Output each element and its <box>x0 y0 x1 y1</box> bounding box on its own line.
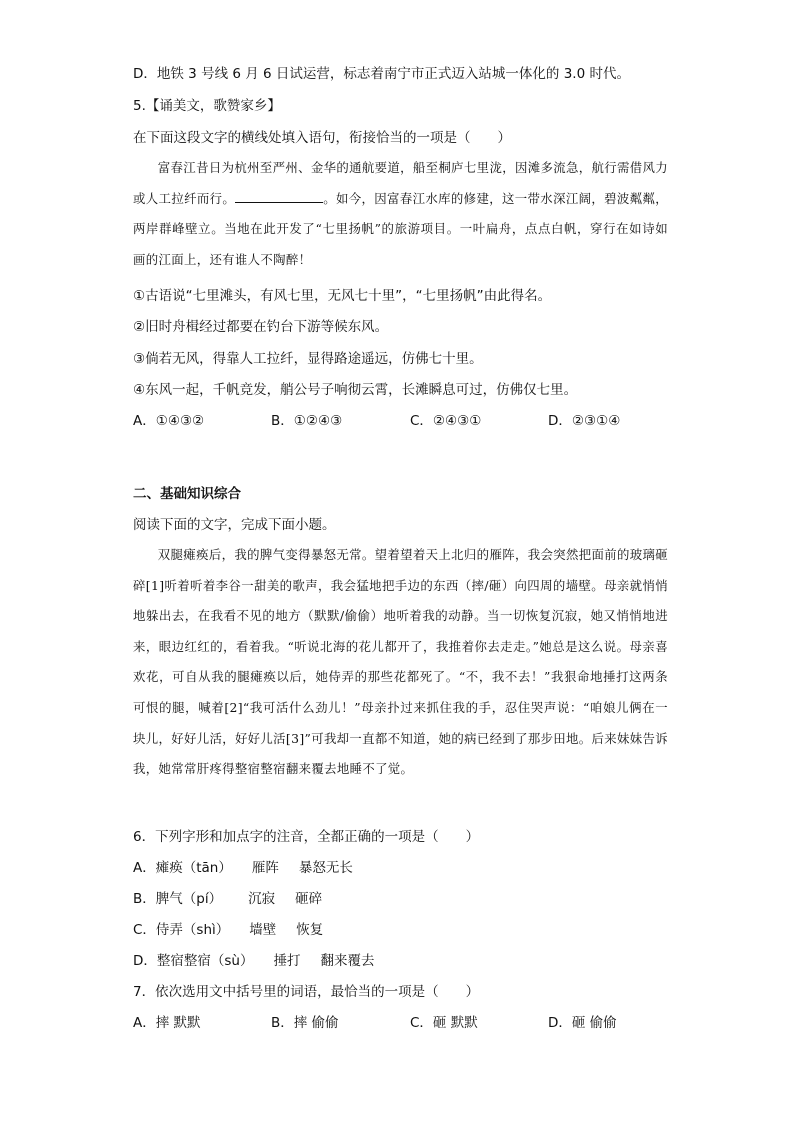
q6-c-word3: 恢复 <box>296 922 324 938</box>
section-heading: 二、基础知识综合 <box>133 486 241 502</box>
q7-stem: 7．依次选用文中括号里的词语，最恰当的一项是（ ） <box>133 984 480 1000</box>
q5-option-a[interactable]: A．①④③② <box>133 413 205 429</box>
q6-option-b[interactable] <box>133 889 322 909</box>
reading-passage-text: 双腿瘫痪后，我的脾气变得暴怒无常。望着望着天上北归的雁阵，我会突然把面前的玻璃砸碎[1]听着听着李谷一甜美的歌声，我会猛地把手边的东西（摔/砸）向四周的墙壁。母亲就悄悄地躲出去，在我看不见的地方（默默/偷偷）地听着我的动静。当一切恢复沉寂，她又悄悄地进来，眼边红红的，看着我。“听说北海的花儿都开了，我推着你去走走。”她总是这么说。母亲喜欢花，可自从我的腿瘫痪以后，她侍弄的那些花都死了。“不，我不去！”我狠命地捶打这两条可恨的腿，喊着[2]“我可活什么劲儿！”母亲扑过来抓住我的手，忍住哭声说：“咱娘儿俩在一块儿，好好儿活，好好儿活[3]”可我却一直都不知道，她的病已经到了那步田地。后来妹妹告诉我，她常常肝疼得整宿整宿翻来覆去地睡不了觉。 <box>133 547 668 777</box>
q6-b-word2: 沉寂 <box>248 891 276 907</box>
section-instruction: 阅读下面的文字，完成下面小题。 <box>133 517 336 533</box>
q5-sentence-2: ②旧时舟楫经过都要在钓台下游等候东风。 <box>133 319 389 335</box>
q6-a-word2: 雁阵 <box>251 860 279 876</box>
q7-options <box>133 1013 693 1033</box>
q6-a-term: A．瘫痪（tān） <box>133 860 232 876</box>
q5-title: 5.【诵美文，歌赞家乡】 <box>133 98 281 114</box>
q4-option-d: D．地铁 3 号线 6 月 6 日试运营，标志着南宁市正式迈入站城一体化的 3.0 时代。 <box>133 66 630 82</box>
q5-option-b[interactable]: B．①②④③ <box>271 413 343 429</box>
answer-blank[interactable] <box>235 188 323 203</box>
q5-sentence-4: ④东风一起，千帆竞发，艄公号子响彻云霄，长滩瞬息可过，仿佛仅七里。 <box>133 382 578 398</box>
q6-stem: 6．下列字形和加点字的注音，全都正确的一项是（ ） <box>133 829 480 845</box>
q6-option-c[interactable] <box>133 920 323 940</box>
q6-d-word3: 翻来覆去 <box>320 953 375 969</box>
q6-a-word3: 暴怒无长 <box>298 860 353 876</box>
q7-option-d[interactable]: D．砸 偷偷 <box>548 1015 617 1031</box>
q6-b-word3: 砸碎 <box>295 891 323 907</box>
q5-option-c[interactable]: C．②④③① <box>410 413 482 429</box>
q7-option-b[interactable]: B．摔 偷偷 <box>271 1015 339 1031</box>
q5-option-d[interactable]: D．②③①④ <box>548 413 621 429</box>
q7-option-c[interactable]: C．砸 默默 <box>410 1015 478 1031</box>
q6-option-a[interactable] <box>133 858 353 878</box>
q5-passage-part2: 。如今，因富春江水库的修建，这一带水深江阔，碧波粼粼，两岸群峰壁立。当地在此开发了“七里扬帆”的旅游项目。一叶扁舟，点点白帆，穿行在如诗如画的江面上，还有谁人不陶醉！ <box>133 190 668 267</box>
reading-passage <box>133 540 668 785</box>
q5-passage <box>133 153 668 275</box>
q6-c-word2: 墙壁 <box>249 922 277 938</box>
q5-options <box>133 411 693 431</box>
q6-d-term: D．整宿整宿（sù） <box>133 953 254 969</box>
q6-b-term: B．脾气（pí） <box>133 891 223 907</box>
q6-c-term: C．侍弄（shì） <box>133 922 230 938</box>
q5-stem: 在下面这段文字的横线处填入语句，衔接恰当的一项是（ ） <box>133 130 511 146</box>
q6-option-d[interactable] <box>133 951 375 971</box>
q7-option-a[interactable]: A．摔 默默 <box>133 1015 201 1031</box>
q5-sentence-1: ①古语说“七里滩头，有风七里，无风七十里”，“七里扬帆”由此得名。 <box>133 288 552 304</box>
q5-sentence-3: ③倘若无风，得靠人工拉纤，显得路途遥远，仿佛七十里。 <box>133 351 483 367</box>
q6-d-word2: 捶打 <box>273 953 301 969</box>
q5-passage-part1: 富春江昔日为杭州至严州、金华的通航要道，船至桐庐七里泷，因滩多流急，航行需借风力或人工拉纤而行。 <box>133 160 668 206</box>
